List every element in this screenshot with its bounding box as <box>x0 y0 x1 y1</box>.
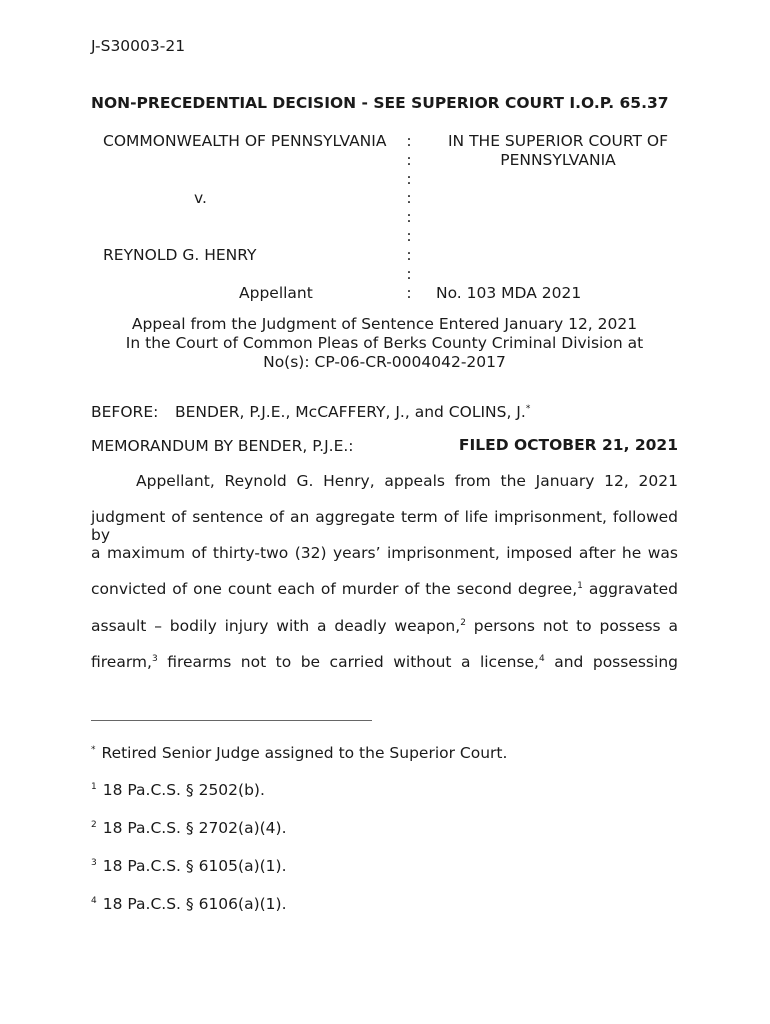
memorandum-author: MEMORANDUM BY BENDER, P.J.E.: <box>91 437 354 455</box>
footnote-mark: * <box>91 745 96 755</box>
caption-colon: : <box>406 246 412 264</box>
footnote <box>91 857 287 875</box>
caption-colon: : <box>406 151 412 169</box>
caption-colon: : <box>406 189 412 207</box>
footnote-text: 18 Pa.C.S. § 2502(b). <box>102 781 265 799</box>
body-line <box>91 580 678 598</box>
panel-names: BENDER, P.J.E., McCAFFERY, J., and COLINS, J. <box>175 403 526 421</box>
footnote-ref-2: 2 <box>460 618 466 628</box>
non-precedential-heading: NON-PRECEDENTIAL DECISION - SEE SUPERIOR COURT I.O.P. 65.37 <box>91 94 669 112</box>
footnote <box>91 744 507 762</box>
body-text: aggravated <box>582 580 678 598</box>
caption-colon: : <box>406 132 412 150</box>
docket-number: J-S30003-21 <box>91 37 186 55</box>
footnote-ref-1: 1 <box>577 581 583 591</box>
appeal-line: Appeal from the Judgment of Sentence Entered January 12, 2021 <box>131 315 638 333</box>
body-text: and possessing <box>544 653 678 671</box>
case-number: No. 103 MDA 2021 <box>436 284 582 302</box>
appellant-role: Appellant <box>239 284 313 302</box>
body-line: judgment of sentence of an aggregate term of life imprisonment, followed by <box>91 508 678 544</box>
body-line <box>91 617 678 635</box>
footnote <box>91 781 265 799</box>
filed-date: FILED OCTOBER 21, 2021 <box>458 436 678 454</box>
body-line: Appellant, Reynold G. Henry, appeals from the January 12, 2021 <box>136 472 678 490</box>
court-name: IN THE SUPERIOR COURT OF PENNSYLVANIA <box>447 132 669 169</box>
body-text: assault – bodily injury with a deadly weapon, <box>91 617 461 635</box>
defendant-name: REYNOLD G. HENRY <box>103 246 257 264</box>
footnote-separator <box>91 720 372 721</box>
caption-colon: : <box>406 265 412 283</box>
footnote-mark: 2 <box>91 820 97 830</box>
versus: v. <box>194 189 207 207</box>
before-label: BEFORE: <box>91 403 159 421</box>
footnote-text: 18 Pa.C.S. § 6105(a)(1). <box>102 857 287 875</box>
footnote-ref-star: * <box>525 404 531 414</box>
appeal-statement <box>91 315 678 372</box>
footnote-text: 18 Pa.C.S. § 6106(a)(1). <box>102 895 287 913</box>
footnote-ref-3: 3 <box>151 654 158 664</box>
appeal-line: No(s): CP-06-CR-0004042-2017 <box>263 353 506 371</box>
body-text: firearm, <box>91 653 152 671</box>
footnote <box>91 819 287 837</box>
body-line <box>91 653 678 671</box>
caption-colon: : <box>406 227 412 245</box>
footnote <box>91 895 287 913</box>
footnote-mark: 3 <box>91 858 97 868</box>
caption-colon: : <box>406 208 412 226</box>
plaintiff-name: COMMONWEALTH OF PENNSYLVANIA <box>103 132 387 150</box>
footnote-mark: 4 <box>91 896 97 906</box>
footnote-text: Retired Senior Judge assigned to the Superior Court. <box>101 744 508 762</box>
body-text: firearms not to be carried without a license, <box>157 653 539 671</box>
body-text: persons not to possess a <box>465 617 678 635</box>
footnote-text: 18 Pa.C.S. § 2702(a)(4). <box>102 819 287 837</box>
caption-colon: : <box>406 170 412 188</box>
caption-colon: : <box>406 284 412 302</box>
body-line: a maximum of thirty-two (32) years’ imprisonment, imposed after he was <box>91 544 678 562</box>
footnote-mark: 1 <box>91 782 97 792</box>
body-text: convicted of one count each of murder of the second degree, <box>91 580 578 598</box>
appeal-line: In the Court of Common Pleas of Berks County Criminal Division at <box>125 334 644 352</box>
footnote-ref-4: 4 <box>538 654 545 664</box>
judicial-panel <box>175 403 530 421</box>
